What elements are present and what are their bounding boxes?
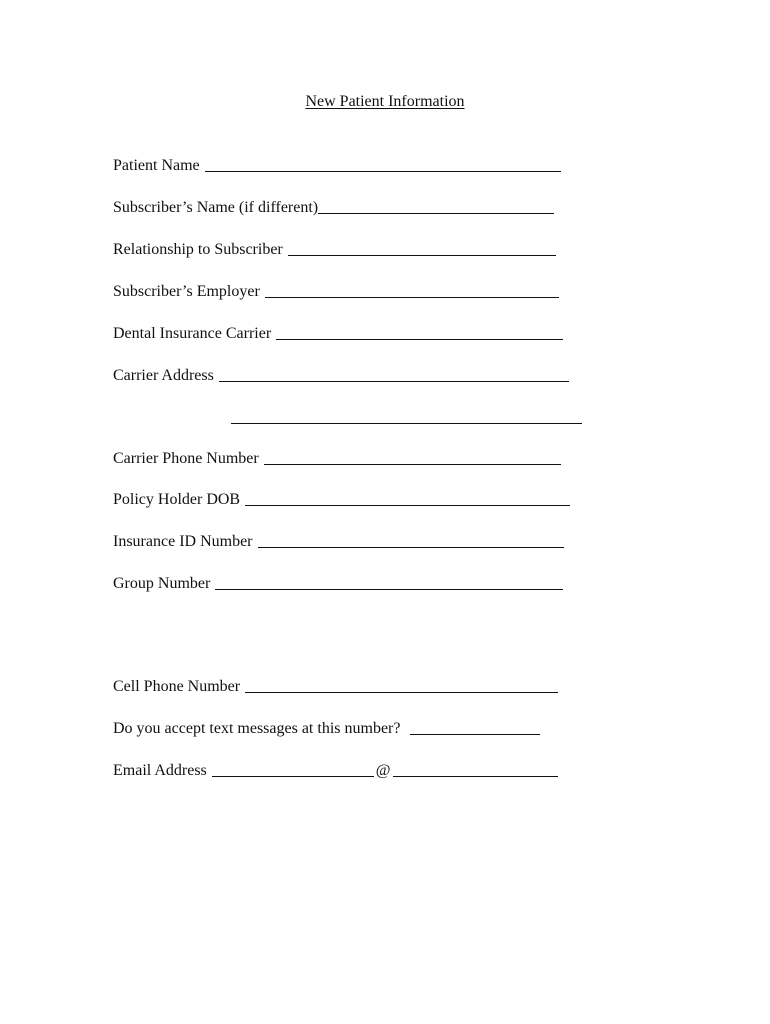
cell-phone-row (113, 677, 558, 697)
policy-holder-dob-blank[interactable] (245, 501, 570, 506)
subscriber-name-label: Subscriber’s Name (if different) (113, 199, 319, 216)
group-number-row (113, 574, 563, 594)
dental-carrier-row (113, 324, 563, 344)
subscriber-name-row (113, 198, 554, 218)
patient-name-row (113, 156, 561, 176)
patient-name-blank[interactable] (205, 167, 561, 172)
carrier-phone-blank[interactable] (264, 460, 561, 465)
email-at-sign: @ (375, 762, 391, 779)
group-number-label: Group Number (113, 575, 211, 592)
dental-carrier-label: Dental Insurance Carrier (113, 325, 272, 342)
policy-holder-dob-row (113, 490, 570, 510)
subscriber-employer-row (113, 282, 559, 302)
email-domain-blank[interactable] (393, 772, 558, 777)
carrier-phone-label: Carrier Phone Number (113, 450, 259, 467)
subscriber-employer-label: Subscriber’s Employer (113, 283, 260, 300)
insurance-id-blank[interactable] (258, 543, 564, 548)
text-messages-row (113, 719, 540, 739)
carrier-address-row (113, 366, 569, 386)
form-title: New Patient Information (305, 93, 465, 110)
text-messages-blank[interactable] (410, 730, 540, 735)
email-row (113, 761, 558, 781)
email-label: Email Address (113, 762, 207, 779)
subscriber-employer-blank[interactable] (265, 293, 559, 298)
carrier-address-blank[interactable] (219, 377, 569, 382)
carrier-address-line2-blank[interactable] (231, 419, 582, 424)
relationship-label: Relationship to Subscriber (113, 241, 283, 258)
cell-phone-blank[interactable] (245, 688, 558, 693)
carrier-address-line2-row (231, 408, 582, 428)
cell-phone-label: Cell Phone Number (113, 678, 241, 695)
text-messages-label: Do you accept text messages at this number? (113, 720, 401, 737)
carrier-address-label: Carrier Address (113, 367, 214, 384)
insurance-id-label: Insurance ID Number (113, 533, 253, 550)
insurance-id-row (113, 532, 564, 552)
carrier-phone-row (113, 449, 561, 469)
email-user-blank[interactable] (212, 772, 374, 777)
relationship-row (113, 240, 556, 260)
dental-carrier-blank[interactable] (276, 335, 563, 340)
subscriber-name-blank[interactable] (318, 209, 554, 214)
patient-name-label: Patient Name (113, 157, 200, 174)
group-number-blank[interactable] (215, 585, 563, 590)
relationship-blank[interactable] (288, 251, 556, 256)
policy-holder-dob-label: Policy Holder DOB (113, 491, 241, 508)
